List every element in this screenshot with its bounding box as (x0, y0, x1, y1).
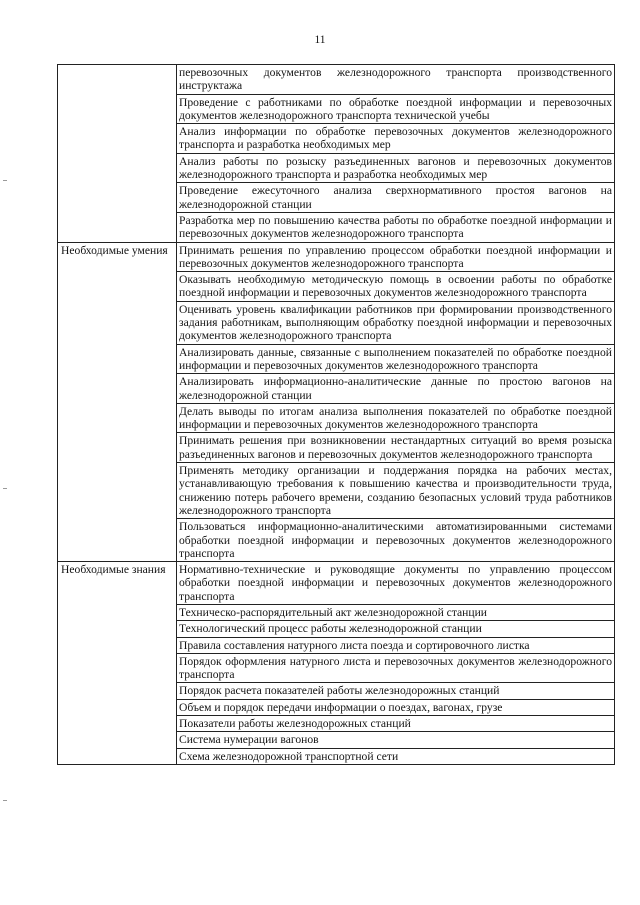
requirement-item: перевозочных документов железнодорожного транспорта производственного инструктажа (177, 65, 615, 95)
table-row (58, 562, 615, 605)
requirement-item: Оказывать необходимую методическую помощь в освоении работы по обработке поездной информации и перевозочных документов железнодорожного транспорта (177, 272, 615, 302)
requirement-item: Проведение с работниками по обработке поездной информации и перевозочных документов железнодорожного транспорта технической учебы (177, 94, 615, 124)
requirement-item: Нормативно-технические и руководящие документы по управлению процессом обработки поездной информации и перевозочных документов железнодорожного транспорта (177, 562, 615, 605)
requirement-item: Разработка мер по повышению качества работы по обработке поездной информации и перевозочных документов железнодорожного транспорта (177, 212, 615, 242)
requirement-item: Анализировать данные, связанные с выполнением показателей по обработке поездной информации и перевозочных документов железнодорожного транспорта (177, 344, 615, 374)
requirement-item: Порядок оформления натурного листа и перевозочных документов железнодорожного транспорта (177, 653, 615, 683)
table-row (58, 242, 615, 272)
page-number: 11 (314, 34, 326, 46)
requirement-item: Показатели работы железнодорожных станций (177, 716, 615, 732)
section-label-cell (58, 562, 177, 765)
requirement-item: Анализ информации по обработке перевозочных документов железнодорожного транспорта и разработка необходимых мер (177, 124, 615, 154)
requirement-item: Проведение ежесуточного анализа сверхнормативного простоя вагонов на железнодорожной станции (177, 183, 615, 213)
requirement-item: Порядок расчета показателей работы железнодорожных станций (177, 683, 615, 699)
margin-mark (3, 800, 7, 801)
requirement-item: Объем и порядок передачи информации о поездах, вагонах, грузе (177, 699, 615, 715)
requirement-item: Схема железнодорожной транспортной сети (177, 748, 615, 764)
requirement-item: Техническо-распорядительный акт железнодорожной станции (177, 604, 615, 620)
requirements-table-body (58, 65, 615, 765)
requirement-item: Система нумерации вагонов (177, 732, 615, 748)
section-label: Необходимые знания (61, 563, 166, 577)
requirement-item: Технологический процесс работы железнодорожной станции (177, 621, 615, 637)
section-label: Необходимые умения (61, 243, 168, 257)
requirement-item: Правила составления натурного листа поезда и сортировочного листка (177, 637, 615, 653)
section-label-cell (58, 65, 177, 243)
requirement-item: Оценивать уровень квалификации работников при формировании производственного задания работникам, выполняющим обработку поездной информации и перевозочных документов железнодорожного транспорта (177, 301, 615, 344)
requirements-table (57, 64, 615, 765)
requirement-item: Анализировать информационно-аналитические данные по простою вагонов на железнодорожной станции (177, 374, 615, 404)
requirement-item: Пользоваться информационно-аналитическими автоматизированными системами обработки поездной информации и перевозочных документов железнодорожного транспорта (177, 519, 615, 562)
margin-mark (3, 180, 7, 181)
requirement-item: Анализ работы по розыску разъединенных вагонов и перевозочных документов железнодорожного транспорта и разработка необходимых мер (177, 153, 615, 183)
requirement-item: Принимать решения при возникновении нестандартных ситуаций во время розыска разъединенных вагонов и перевозочных документов железнодорожного транспорта (177, 433, 615, 463)
section-label-cell (58, 242, 177, 562)
margin-mark (3, 488, 7, 489)
requirement-item: Делать выводы по итогам анализа выполнения показателей по обработке поездной информации и перевозочных документов железнодорожного транспорта (177, 403, 615, 433)
requirement-item: Применять методику организации и поддержания порядка на рабочих местах, устанавливающую требования к повышению качества и производительности труда, снижению потерь рабочего времени, созданию безопасных условий труда работников железнодорожного транспорта (177, 463, 615, 519)
table-row (58, 65, 615, 95)
requirement-item: Принимать решения по управлению процессом обработки поездной информации и перевозочных документов железнодорожного транспорта (177, 242, 615, 272)
